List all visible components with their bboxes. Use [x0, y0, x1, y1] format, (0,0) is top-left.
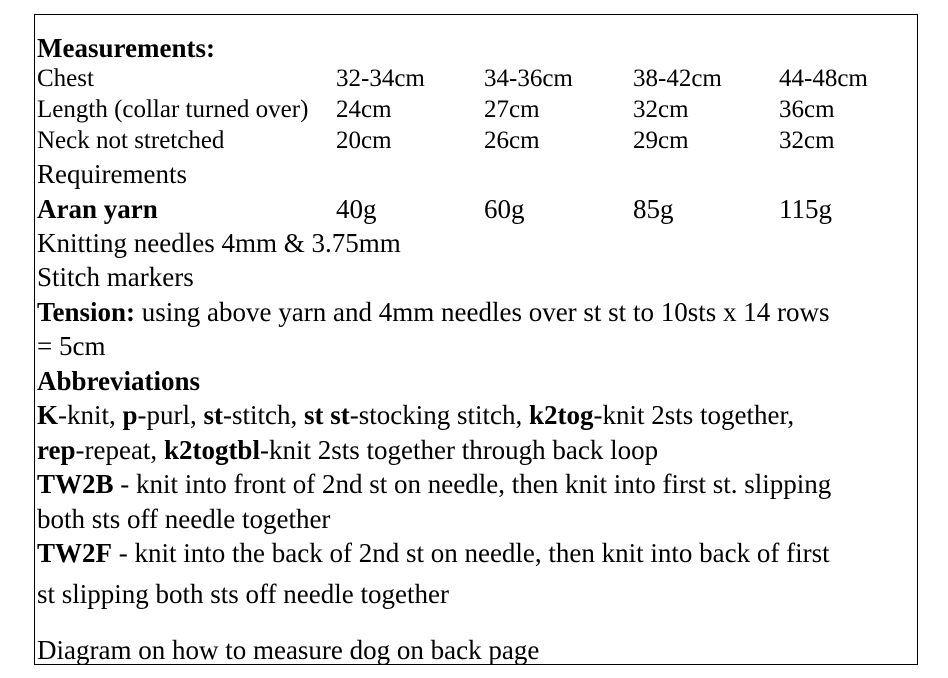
tw2b-line-2: both sts off needle together [37, 504, 331, 534]
yarn-label: Aran yarn [37, 194, 158, 224]
abbrev-line: rep-repeat, k2togtbl-knit 2sts together through back loop [37, 435, 659, 465]
tw2b-line: TW2B - knit into front of 2nd st on needle, then knit into first st. slipping [37, 469, 832, 499]
size-value: 20cm [336, 127, 392, 154]
size-value: 32cm [779, 127, 835, 154]
size-value: 34-36cm [484, 65, 573, 92]
markers-line: Stitch markers [37, 262, 194, 292]
yarn-amount: 60g [484, 194, 525, 224]
tw2f-line-2: st slipping both sts off needle together [37, 579, 449, 609]
tension-label: Tension: [37, 297, 136, 327]
requirements-heading: Requirements [37, 159, 187, 189]
size-value: 27cm [484, 96, 540, 123]
row-label: Length (collar turned over) [37, 96, 309, 123]
yarn-amount: 115g [779, 194, 832, 224]
abbrev-line: K-knit, p-purl, st-stitch, st st-stocking stitch, k2tog-knit 2sts together, [37, 400, 795, 430]
tw2b-term: TW2B [37, 469, 114, 499]
size-value: 26cm [484, 127, 540, 154]
size-value: 24cm [336, 96, 392, 123]
size-value: 44-48cm [779, 65, 868, 92]
table-row [0, 63, 948, 95]
yarn-row [0, 193, 948, 225]
table-row [0, 94, 948, 126]
row-label: Chest [37, 65, 94, 92]
size-value: 32-34cm [336, 65, 425, 92]
row-label: Neck not stretched [37, 127, 225, 154]
tw2f-term: TW2F [37, 538, 113, 568]
tension-line [37, 296, 829, 328]
size-value: 32cm [633, 96, 689, 123]
yarn-amount: 40g [336, 194, 377, 224]
size-value: 36cm [779, 96, 835, 123]
needles-line: Knitting needles 4mm & 3.75mm [37, 228, 401, 258]
abbreviations-heading: Abbreviations [37, 366, 201, 396]
size-value: 29cm [633, 127, 689, 154]
table-row [0, 125, 948, 157]
tension-text: using above yarn and 4mm needles over st st to 10sts x 14 rows [135, 297, 830, 327]
measurements-heading: Measurements: [37, 33, 215, 63]
tw2f-line: TW2F - knit into the back of 2nd st on needle, then knit into back of first [37, 538, 830, 568]
tension-line-2: = 5cm [37, 331, 106, 361]
diagram-note: Diagram on how to measure dog on back page [37, 635, 540, 665]
yarn-amount: 85g [633, 194, 674, 224]
size-value: 38-42cm [633, 65, 722, 92]
